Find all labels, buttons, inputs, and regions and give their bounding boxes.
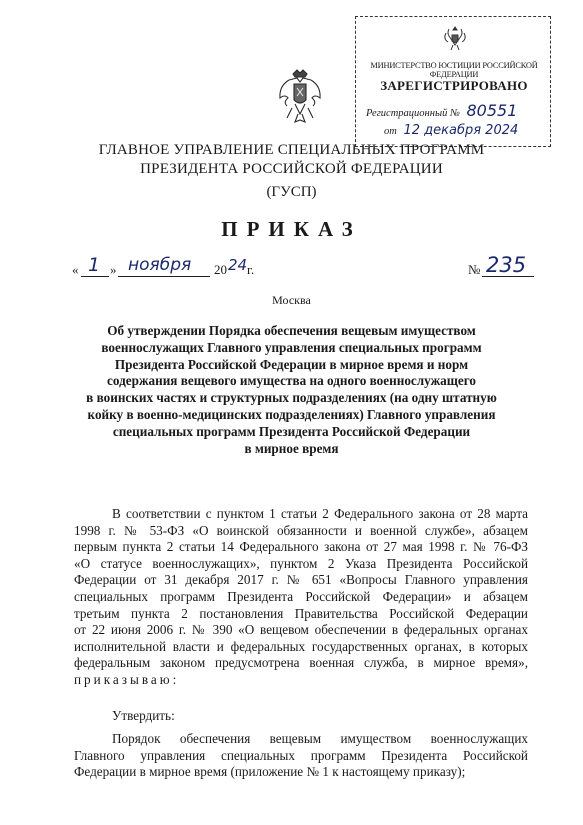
body-line: Федерации в мирное время (приложение № 1 к настоящему приказу);	[74, 764, 466, 780]
order-number	[468, 253, 538, 280]
number-value: 235	[486, 253, 527, 277]
title-line: Об утверждении Порядка обеспечения вещевым имуществом	[107, 323, 476, 338]
title-line: в воинских частях и структурных подразделениях (на одну штатную	[86, 390, 497, 406]
year-unit: г.	[247, 262, 255, 277]
body-line: от 22 июня 2006 г. № 390 «О вещевом обеспечении в федеральных органах	[74, 622, 528, 638]
stamp-reg-line	[366, 101, 517, 120]
day-underline	[81, 276, 109, 277]
title-line: койку в военно-медицинских подразделениях) Главного управления	[87, 406, 496, 422]
body-line: В соответствии с пунктом 1 статьи 2 Федерального закона от 28 марта	[112, 506, 528, 521]
body-line: Главного управления специальных программ Президента Российской	[74, 747, 528, 763]
organization-abbr: (ГУСП)	[266, 184, 317, 200]
city: Москва	[272, 293, 311, 307]
stamp-date-prefix: от	[384, 126, 397, 137]
order-date	[72, 256, 282, 280]
year-suffix: 24	[228, 256, 248, 274]
stamp-ministry: МИНИСТЕРСТВО ЮСТИЦИИ РОССИЙСКОЙ ФЕДЕРАЦИИ	[370, 61, 538, 79]
stamp-date-line	[384, 123, 518, 138]
body-paragraph-1	[74, 506, 528, 689]
stamp-reg-number: 80551	[466, 101, 518, 120]
month-underline	[118, 276, 210, 277]
body-line: федеральным законом предусмотрена военная служба, в мирное время»,	[74, 655, 528, 671]
number-label: №	[468, 262, 481, 277]
stamp-registered: ЗАРЕГИСТРИРОВАНО	[380, 78, 528, 93]
body-line: первым пункта 2 статьи 14 Федерального закона от 27 мая 1998 г. № 76-ФЗ	[74, 539, 528, 555]
year-prefix: 20	[214, 262, 227, 277]
org-line-2: ПРЕЗИДЕНТА РОССИЙСКОЙ ФЕДЕРАЦИИ	[140, 161, 443, 177]
body-line: 1998 г. № 53-ФЗ «О воинской обязанности и военной службе», абзацем	[74, 522, 528, 538]
body-line: Порядок обеспечения вещевым имуществом военнослужащих	[112, 731, 528, 746]
quote-close: »	[110, 262, 117, 277]
title-line: содержания вещевого имущества на одного военнослужащего	[107, 373, 476, 389]
document-type: ПРИКАЗ	[221, 217, 362, 241]
title-line: Президента Российской Федерации в мирное время и норм	[114, 356, 469, 372]
order-month: ноября	[128, 255, 192, 275]
stamp-reg-label: Регистрационный №	[366, 108, 460, 119]
eagle-emblem-icon	[440, 23, 470, 53]
body-line: специальных программ Президента Российской Федерации» и абзацем	[74, 588, 528, 604]
stamp-date: 12 декабря 2024	[403, 123, 519, 138]
organization-name	[0, 141, 583, 179]
body-line: исполнительной власти и федеральных государственных органах, в которых	[74, 638, 528, 654]
order-verb: приказываю:	[74, 671, 180, 687]
quote-open: «	[72, 262, 79, 277]
title-line: специальных программ Президента Российской Федерации	[112, 423, 471, 439]
body-paragraph-3	[74, 731, 528, 781]
body-line: третьим пункта 2 постановления Правительства Российской Федерации	[74, 605, 528, 621]
order-day: 1	[88, 254, 101, 276]
title-line: в мирное время	[244, 440, 339, 456]
body-paragraph-2: Утвердить:	[112, 708, 175, 723]
body-line: «О статусе военнослужащих», пунктом 2 Указа Президента Российской	[74, 555, 528, 571]
coat-of-arms-icon	[275, 68, 325, 128]
order-title	[80, 323, 503, 457]
title-line: военнослужащих Главного управления специальных программ	[101, 339, 482, 355]
body-line: Федерации от 31 декабря 2017 г. № 651 «Вопросы Главного управления	[74, 572, 528, 588]
registration-stamp	[355, 16, 551, 147]
org-line-1: ГЛАВНОЕ УПРАВЛЕНИЕ СПЕЦИАЛЬНЫХ ПРОГРАММ	[98, 142, 485, 158]
